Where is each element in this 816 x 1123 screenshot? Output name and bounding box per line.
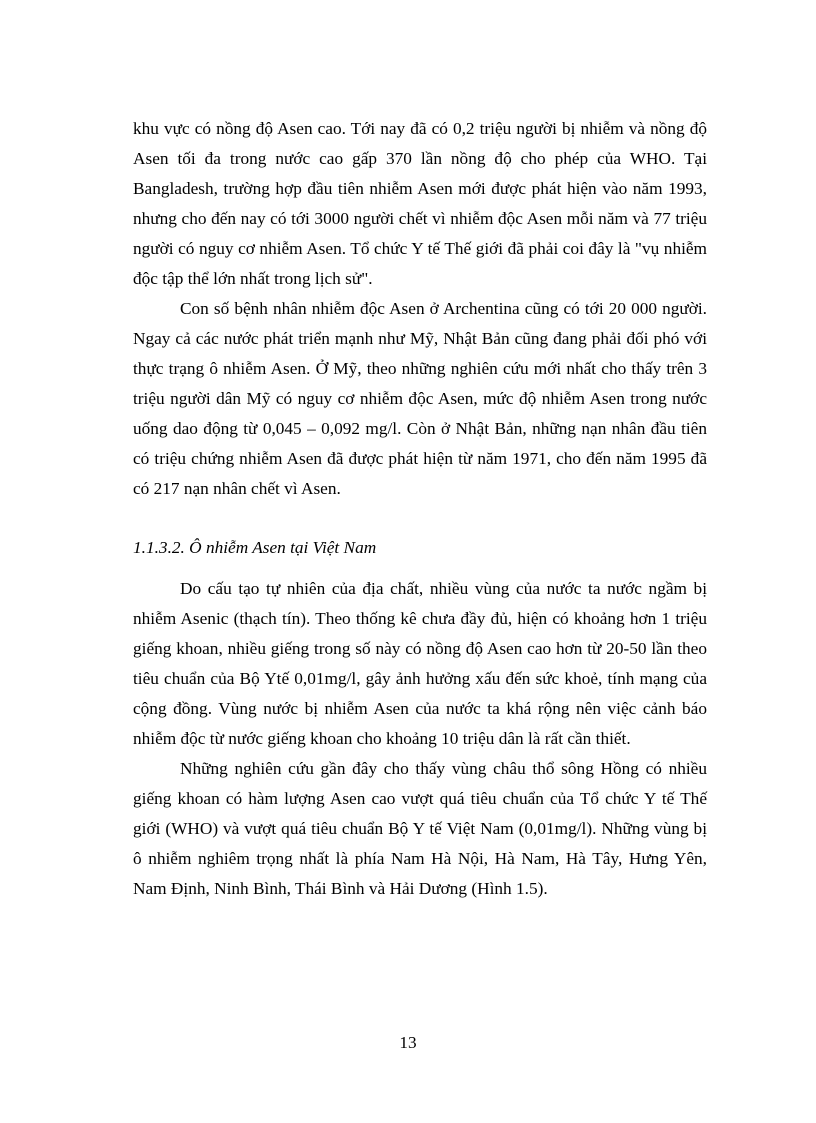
section-heading: 1.1.3.2. Ô nhiễm Asen tại Việt Nam bbox=[133, 538, 377, 557]
paragraph-archentina: Con số bệnh nhân nhiễm độc Asen ở Archentina cũng có tới 20 000 người. Ngay cả các nước phát triển mạnh như Mỹ, Nhật Bản cũng đang phải đối phó với thực trạng ô nhiễm Asen. Ở Mỹ, theo những nghiên cứu mới nhất cho thấy trên 3 triệu người dân Mỹ có nguy cơ nhiễm độc Asen, mức độ nhiễm Asen trong nước uống dao động từ 0,045 – 0,092 mg/l. Còn ở Nhật Bản, những nạn nhân đầu tiên có triệu chứng nhiễm Asen đã được phát hiện từ năm 1971, cho đến năm 1995 đã có 217 nạn nhân chết vì Asen. bbox=[133, 299, 707, 498]
paragraph-vietnam-geology: Do cấu tạo tự nhiên của địa chất, nhiều vùng của nước ta nước ngầm bị nhiễm Asenic (thạch tín). Theo thống kê chưa đầy đủ, hiện có khoảng hơn 1 triệu giếng khoan, nhiều giếng trong số này có nồng độ Asen cao hơn từ 20-50 lần theo tiêu chuẩn của Bộ Ytế 0,01mg/l, gây ảnh hưởng xấu đến sức khoẻ, tính mạng của cộng đồng. Vùng nước bị nhiễm Asen của nước ta khá rộng nên việc cảnh báo nhiễm độc từ nước giếng khoan cho khoảng 10 triệu dân là rất cần thiết. bbox=[133, 579, 707, 748]
body-text-top bbox=[133, 114, 707, 504]
body-text-bottom bbox=[133, 574, 707, 904]
paragraph-continuation: khu vực có nồng độ Asen cao. Tới nay đã có 0,2 triệu người bị nhiễm và nồng độ Asen tối đa trong nước cao gấp 370 lần nồng độ cho phép của WHO. Tại Bangladesh, trường hợp đầu tiên nhiễm Asen mới được phát hiện vào năm 1993, nhưng cho đến nay có tới 3000 người chết vì nhiễm độc Asen mỗi năm và 77 triệu người có nguy cơ nhiễm Asen. Tổ chức Y tế Thế giới đã phải coi đây là "vụ nhiễm độc tập thể lớn nhất trong lịch sử". bbox=[133, 119, 707, 288]
page-number: 13 bbox=[399, 1033, 417, 1052]
paragraph-red-river-delta: Những nghiên cứu gần đây cho thấy vùng châu thổ sông Hồng có nhiều giếng khoan có hàm lượng Asen cao vượt quá tiêu chuẩn của Tổ chức Y tế Thế giới (WHO) và vượt quá tiêu chuẩn Bộ Y tế Việt Nam (0,01mg/l). Những vùng bị ô nhiễm nghiêm trọng nhất là phía Nam Hà Nội, Hà Nam, Hà Tây, Hưng Yên, Nam Định, Ninh Bình, Thái Bình và Hải Dương (Hình 1.5). bbox=[133, 759, 707, 898]
